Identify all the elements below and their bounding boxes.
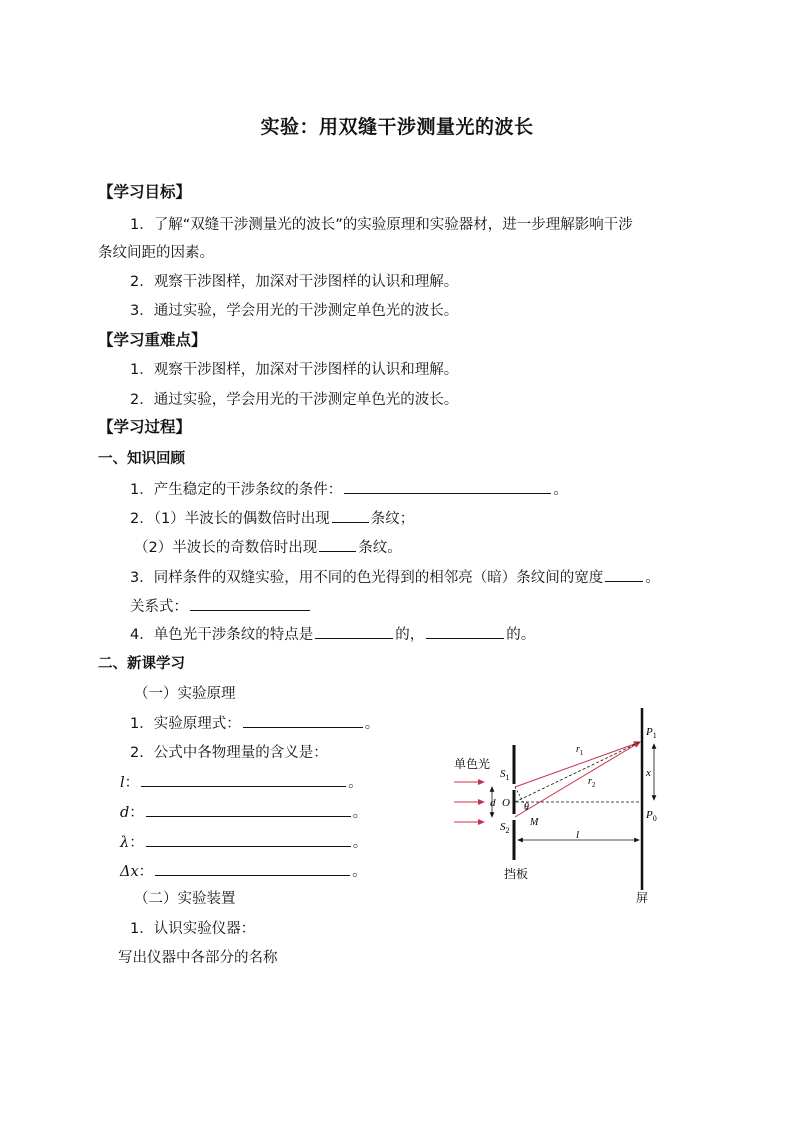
- goal-item: 1．了解“双缝干涉测量光的波长”的实验原理和实验器材，进一步理解影响干涉: [130, 217, 633, 233]
- s1-label: $S_1$: [500, 768, 510, 782]
- answer-blank[interactable]: [315, 624, 393, 639]
- review-q1: [130, 478, 568, 499]
- answer-blank[interactable]: [426, 624, 504, 639]
- page-title: 实验：用双缝干涉测量光的波长: [260, 116, 534, 138]
- review-q2b: [134, 536, 402, 557]
- r2-label: $r_2$: [588, 776, 596, 789]
- symbol-l-row: [120, 771, 363, 792]
- review-q2a-pre: 2．（1）半波长的偶数倍时出现: [130, 511, 330, 527]
- period: 。: [352, 805, 368, 821]
- principle-formula-text: 1．实验原理式：: [130, 716, 241, 732]
- answer-blank[interactable]: [344, 479, 551, 494]
- goals-heading: 【学习目标】: [98, 183, 192, 201]
- symbol-delta-x: Δx: [120, 864, 139, 880]
- process-heading: 【学习过程】: [98, 418, 192, 436]
- l-label: l: [576, 829, 580, 841]
- monochromatic-light-label: 单色光: [454, 757, 491, 771]
- review-q3-post: 。: [645, 570, 660, 586]
- goal-item: 条纹间距的因素。: [98, 245, 214, 261]
- x-label: x: [646, 767, 651, 779]
- principle-formula: [130, 712, 379, 733]
- apparatus-item: 1．认识实验仪器：: [130, 921, 256, 937]
- goal-item: 2．观察干涉图样，加深对干涉图样的认识和理解。: [130, 274, 459, 290]
- keypoint-item: 1．观察干涉图样，加深对干涉图样的认识和理解。: [130, 362, 459, 378]
- review-q4-mid: 的，: [395, 627, 425, 643]
- keypoint-item: 2．通过实验，学会用光的干涉测定单色光的波长。: [130, 392, 459, 408]
- period: 。: [352, 864, 367, 880]
- symbol-lambda-row: [120, 831, 367, 852]
- new-lesson-heading: 二、新课学习: [98, 656, 185, 672]
- p1-label: $P_1$: [646, 726, 657, 740]
- principle-heading: （一）实验原理: [134, 686, 236, 702]
- review-q3-relation: [130, 595, 312, 616]
- review-q3: [130, 566, 660, 587]
- answer-blank[interactable]: [332, 508, 369, 523]
- quantity-meaning: 2．公式中各物理量的含义是：: [130, 745, 328, 761]
- colon: ：: [129, 835, 144, 851]
- answer-blank[interactable]: [319, 537, 356, 552]
- apparatus-heading: （二）实验装置: [134, 891, 236, 907]
- answer-blank[interactable]: [146, 802, 351, 817]
- answer-blank[interactable]: [243, 713, 363, 728]
- relation-label: 关系式：: [130, 599, 188, 615]
- keypoints-heading: 【学习重难点】: [98, 331, 207, 349]
- symbol-d-row: [120, 801, 367, 822]
- s2-label: $S_2$: [500, 821, 510, 835]
- answer-blank[interactable]: [155, 861, 350, 876]
- review-q4: [130, 623, 535, 644]
- principle-formula-end: 。: [364, 716, 380, 732]
- review-q2b-pre: （2）半波长的奇数倍时出现: [134, 540, 318, 556]
- goal-item: 3．通过实验，学会用光的干涉测定单色光的波长。: [130, 303, 459, 319]
- p0-label: $P_0$: [646, 809, 657, 823]
- review-q4-pre: 4．单色光干涉条纹的特点是: [130, 627, 314, 643]
- review-q3-pre: 3．同样条件的双缝实验，用不同的色光得到的相邻亮（暗）条纹间的宽度: [130, 570, 604, 586]
- answer-blank[interactable]: [141, 772, 346, 787]
- m-label: M: [530, 817, 539, 828]
- review-q2a: [130, 507, 414, 528]
- o-label: O: [502, 797, 510, 809]
- baffle-label: 挡板: [504, 867, 529, 881]
- review-q4-post: 的。: [506, 627, 536, 643]
- r1-label: $r_1$: [576, 744, 584, 757]
- answer-blank[interactable]: [146, 832, 351, 847]
- review-q2a-post: 条纹；: [370, 511, 415, 527]
- period: 。: [348, 775, 363, 791]
- colon: ：: [138, 864, 154, 880]
- review-heading: 一、知识回顾: [98, 451, 185, 467]
- d-label: d: [490, 797, 496, 809]
- colon: ：: [129, 805, 144, 821]
- colon: ：: [124, 775, 140, 791]
- review-q2b-post: 条纹。: [358, 540, 402, 556]
- double-slit-diagram: [440, 700, 680, 910]
- period: 。: [352, 835, 368, 851]
- theta-label: θ: [524, 802, 529, 813]
- symbol-l: l: [120, 775, 125, 791]
- review-q1-text: 1．产生稳定的干涉条纹的条件：: [130, 482, 343, 498]
- review-q1-end: 。: [553, 482, 568, 498]
- symbol-d: d: [120, 805, 130, 821]
- answer-blank[interactable]: [605, 567, 643, 582]
- answer-blank[interactable]: [190, 596, 310, 611]
- symbol-lambda: λ: [120, 835, 130, 851]
- screen-label: 屏: [636, 891, 649, 905]
- apparatus-instruction: 写出仪器中各部分的名称: [118, 950, 278, 966]
- symbol-deltax-row: [120, 860, 367, 881]
